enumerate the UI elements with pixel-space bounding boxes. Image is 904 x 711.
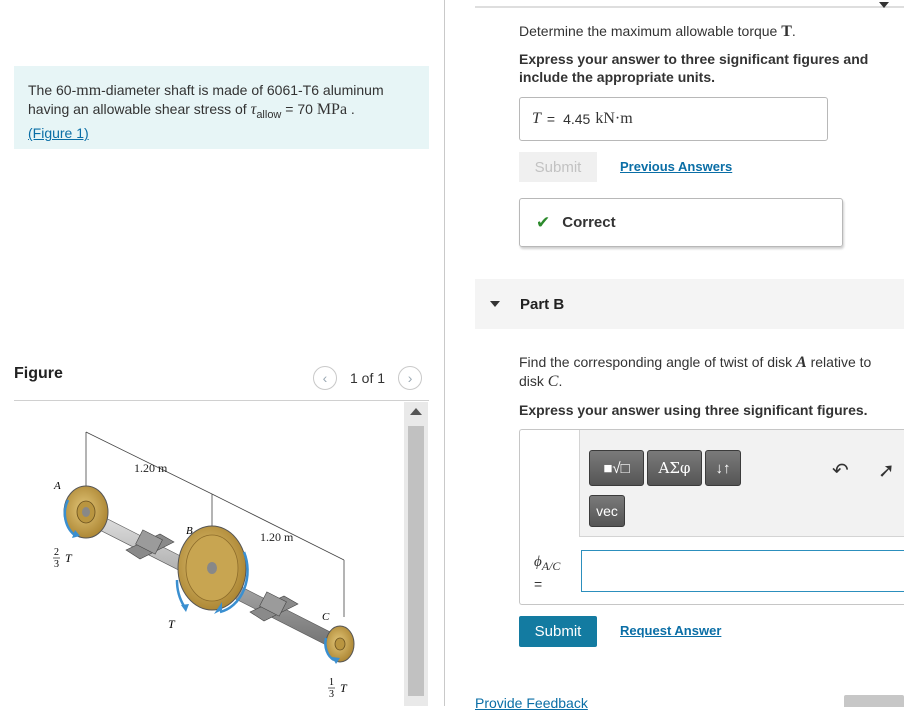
prompt-symbol-T: T	[781, 23, 792, 40]
partB-instructions: Express your answer using three significant figures.	[519, 402, 868, 418]
problem-unit-mpa: MPa	[316, 101, 348, 118]
undo-icon[interactable]: ↶	[832, 460, 849, 482]
label-C: C	[322, 611, 330, 623]
check-icon: ✔	[536, 212, 551, 232]
expand-caret-icon[interactable]	[490, 301, 500, 307]
partA-instructions: Express your answer to three significant figures and include the appropriate units.	[519, 51, 869, 85]
figure-heading: Figure	[14, 365, 63, 382]
answer-value: 4.45	[563, 111, 591, 127]
provide-feedback-link[interactable]: Provide Feedback	[475, 695, 588, 711]
right-panel	[445, 0, 904, 711]
partA-header-bar	[475, 6, 904, 8]
previous-answers-link[interactable]: Previous Answers	[620, 159, 733, 174]
request-answer-link[interactable]: Request Answer	[620, 623, 722, 638]
chevron-right-icon: ›	[407, 370, 413, 386]
partB-answer-area	[519, 429, 904, 605]
figure-pager	[313, 366, 422, 390]
torque-label-B: T	[168, 617, 175, 631]
dim-label-2: 1.20 m	[260, 530, 294, 544]
T-A: T	[65, 551, 72, 565]
tau-symbol: $\tau_{allow}$	[250, 101, 282, 122]
scroll-thumb[interactable]	[408, 426, 424, 696]
math-toolbar	[579, 430, 904, 537]
templates-button[interactable]: ■√□	[589, 450, 644, 486]
partB-submit-button[interactable]: Submit	[519, 616, 597, 647]
prompt-disk-A: A	[796, 354, 807, 371]
partA-answer-field	[519, 97, 828, 141]
dim-label-1: 1.20 m	[134, 461, 168, 475]
correct-feedback	[519, 198, 843, 247]
frac-C-num: 1	[329, 677, 334, 688]
tau-subscript: allow	[256, 109, 282, 122]
problem-text-mid: -diameter shaft is made of 6061-T6 aluminum having an allowable shear stress of	[28, 82, 384, 117]
next-figure-button[interactable]	[398, 366, 422, 390]
next-button[interactable]	[844, 695, 904, 707]
phi-label: $\phi_{A/C}$ =	[534, 554, 561, 592]
vec-button[interactable]: vec	[589, 495, 625, 527]
figure-scrollbar[interactable]	[404, 402, 428, 706]
problem-text-before: The 60-	[28, 82, 77, 98]
disk-B	[178, 526, 246, 610]
problem-statement	[14, 66, 429, 149]
left-panel	[0, 0, 444, 706]
problem-equals-value: = 70	[281, 101, 317, 117]
torque-label-A	[53, 547, 73, 570]
answer-unit: kN·m	[595, 110, 633, 127]
chevron-left-icon: ‹	[322, 370, 328, 386]
frac-A-den: 3	[54, 559, 59, 570]
subscript-superscript-button[interactable]: ↓↑	[705, 450, 741, 486]
scroll-up-icon[interactable]	[410, 408, 422, 415]
correct-text: Correct	[562, 214, 616, 231]
partA-submit-button[interactable]: Submit	[519, 152, 597, 182]
partB-header[interactable]	[475, 279, 904, 329]
redo-icon[interactable]: ➚	[878, 460, 895, 482]
frac-A-num: 2	[54, 547, 59, 558]
label-B: B	[186, 525, 193, 537]
pager-count: 1 of 1	[350, 370, 386, 386]
shaft-figure	[14, 402, 404, 706]
collapse-caret-icon[interactable]	[879, 2, 889, 8]
partB-title: Part B	[520, 295, 565, 313]
answer-equals: =	[546, 111, 556, 127]
torque-label-C	[328, 677, 348, 700]
problem-period: .	[347, 101, 355, 117]
prompt-disk-C: C	[547, 373, 559, 390]
problem-unit-mm: mm	[76, 82, 102, 99]
label-A: A	[54, 480, 61, 492]
partB-prompt: Find the corresponding angle of twist of disk A relative to disk C.	[519, 354, 872, 390]
T-C: T	[340, 681, 347, 695]
partA-prompt: Determine the maximum allowable torque T.	[519, 23, 796, 40]
figure-divider	[14, 400, 429, 401]
prev-figure-button[interactable]	[313, 366, 337, 390]
shaft-diagram	[14, 402, 404, 706]
figure-link[interactable]: (Figure 1)	[28, 125, 89, 142]
frac-C-den: 3	[329, 689, 334, 700]
phi-answer-input[interactable]	[581, 550, 904, 592]
answer-symbol-T: T	[532, 110, 541, 127]
greek-symbols-button[interactable]: ΑΣφ	[647, 450, 702, 486]
